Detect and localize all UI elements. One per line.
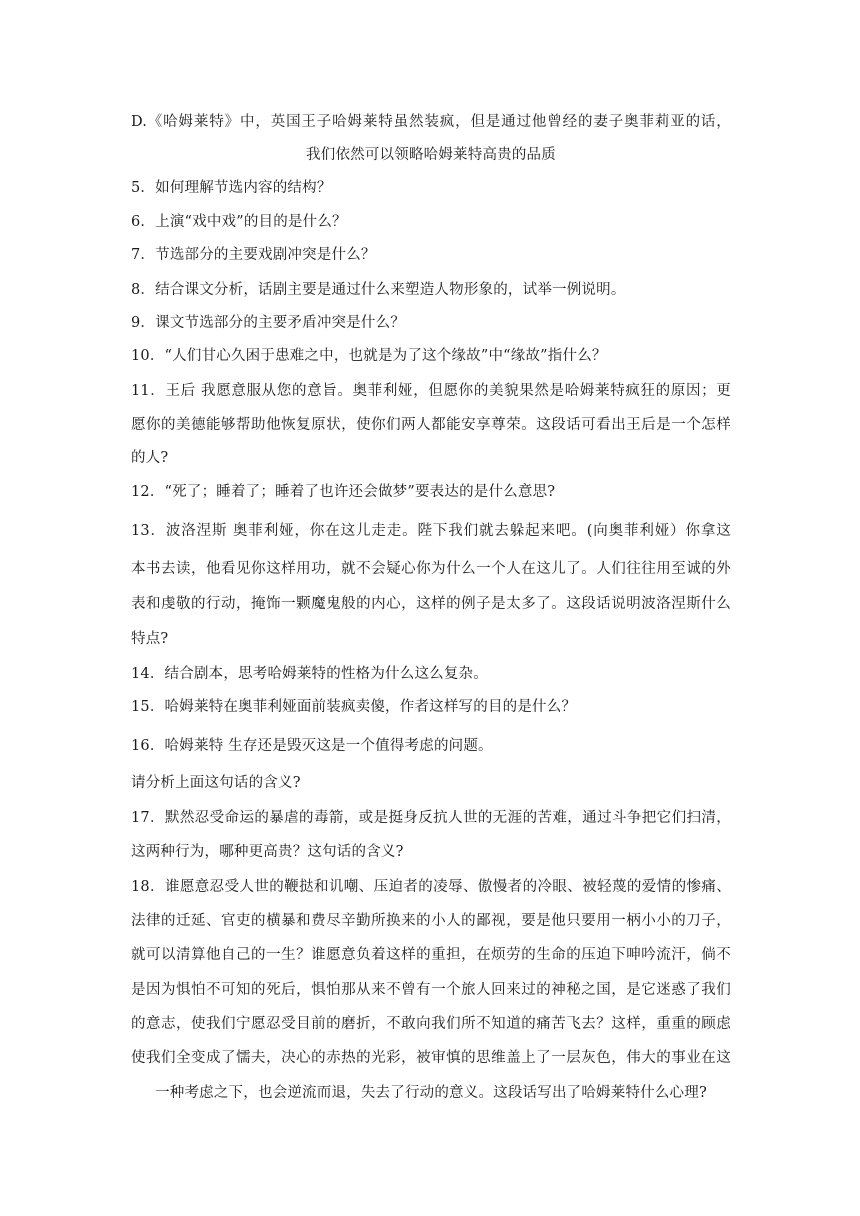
- question-18-line-3: 就可以清算他自己的一生？谁愿意负着这样的重担，在烦劳的生命的压迫下呻吟流汗，倘不: [131, 947, 731, 963]
- question-18-line-1: 18．谁愿意忍受人世的鞭挞和讥嘲、压迫者的凌辱、傲慢者的冷眼、被轻蔑的爱情的惨痛、: [131, 879, 731, 895]
- question-16-prompt: 请分析上面这句话的含义?: [131, 775, 301, 791]
- question-6: 6．上演“戏中戏”的目的是什么？: [131, 214, 347, 230]
- question-13-line-1: 13．波洛涅斯 奥菲利娅，你在这儿走走。陛下我们就去躲起来吧。(向奥菲利娅）你拿这: [131, 523, 731, 539]
- question-16: 16．哈姆莱特 生存还是毁灭这是一个值得考虑的问题。: [131, 738, 493, 754]
- question-11-line-1: 11．王后 我愿意服从您的意旨。奥菲利娅，但愿你的美貌果然是哈姆莱特疯狂的原因；更: [131, 383, 731, 399]
- question-18-line-2: 法律的迁延、官吏的横暴和费尽辛勤所换来的小人的鄙视，要是他只要用一柄小小的刀子，: [131, 913, 731, 929]
- question-11-line-3: 的人?: [131, 450, 169, 466]
- question-13-line-4: 特点?: [131, 631, 169, 647]
- question-15: 15．哈姆莱特在奥菲利娅面前装疯卖傻，作者这样写的目的是什么？: [131, 699, 577, 715]
- question-13-line-2: 本书去读，他看见你这样用功，就不会疑心你为什么一个人在这儿了。人们往往用至诚的外: [131, 561, 731, 577]
- question-9: 9．课文节选部分的主要矛盾冲突是什么？: [131, 315, 406, 331]
- question-14: 14．结合剧本，思考哈姆莱特的性格为什么这么复杂。: [131, 666, 488, 682]
- question-11-line-2: 愿你的美德能够帮助他恢复原状，使你们两人都能安享尊荣。这段话可看出王后是一个怎样: [131, 417, 731, 433]
- question-18-line-4: 是因为惧怕不可知的死后，惧怕那从来不曾有一个旅人回来过的神秘之国，是它迷惑了我们: [131, 982, 731, 998]
- question-10: 10．“人们甘心久困于患难之中，也就是为了这个缘故”中“缘故”指什么？: [131, 348, 607, 364]
- question-7: 7．节选部分的主要戏剧冲突是什么？: [131, 247, 376, 263]
- question-12: 12．“死了；睡着了；睡着了也许还会做梦”要表达的是什么意思?: [131, 484, 556, 500]
- question-8: 8．结合课文分析，话剧主要是通过什么来塑造人物形象的，试举一例说明。: [131, 282, 626, 298]
- question-18-line-6: 使我们全变成了懦夫，决心的赤热的光彩，被审慎的思维盖上了一层灰色，伟大的事业在这: [131, 1050, 731, 1066]
- question-18-line-7: 一种考虑之下，也会逆流而退，失去了行动的意义。这段话写出了哈姆莱特什么心理?: [155, 1085, 707, 1101]
- option-d-line-1: D.《哈姆莱特》中，英国王子哈姆莱特虽然装疯，但是通过他曾经的妻子奥菲莉亚的话，: [131, 114, 731, 130]
- question-5: 5．如何理解节选内容的结构？: [131, 180, 332, 196]
- question-18-line-5: 的意志，使我们宁愿忍受目前的磨折，不敢向我们所不知道的痛苦飞去？这样，重重的顾虑: [131, 1016, 731, 1032]
- question-17-line-1: 17．默然忍受命运的暴虐的毒箭，或是挺身反抗人世的无涯的苦难，通过斗争把它们扫清，: [131, 810, 731, 826]
- question-17-line-2: 这两种行为，哪种更高贵？这句话的含义?: [131, 844, 404, 860]
- question-13-line-3: 表和虔敬的行动，掩饰一颗魔鬼般的内心，这样的例子是太多了。这段话说明波洛涅斯什么: [131, 596, 731, 612]
- option-d-line-2: 我们依然可以领略哈姆莱特高贵的品质: [306, 147, 556, 163]
